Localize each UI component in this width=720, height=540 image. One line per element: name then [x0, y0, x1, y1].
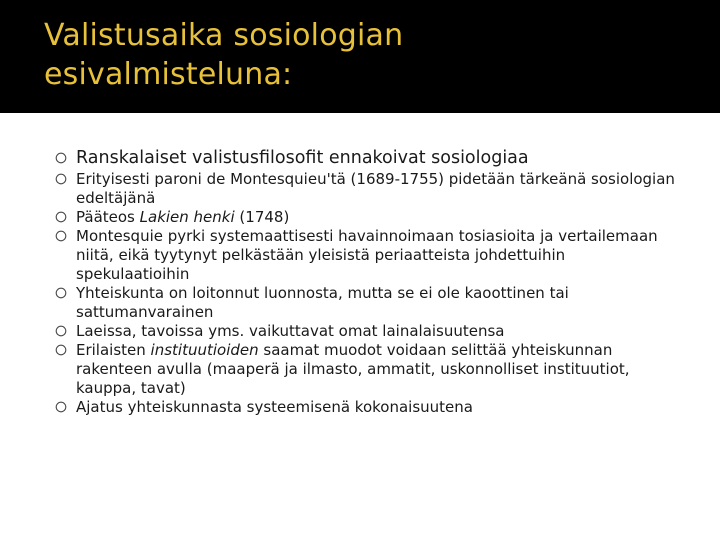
- bullet-item: [55, 146, 675, 170]
- bullet-text: Ajatus yhteiskunnasta systeemisenä kokonaisuutena: [76, 398, 473, 416]
- bullet-item: [55, 398, 675, 417]
- circle-bullet-icon: [55, 401, 67, 413]
- bullet-text: Yhteiskunta on loitonnut luonnosta, mutta se ei ole kaoottinen tai sattumanvarainen: [76, 284, 569, 321]
- circle-bullet-icon: [55, 287, 67, 299]
- circle-bullet-icon: [55, 230, 67, 242]
- bullet-text-after: saamat muodot voidaan selittää yhteiskunnan rakenteen avulla (maaperä ja ilmasto, ammatit, uskonnolliset instituutiot, kauppa, tavat): [76, 341, 630, 397]
- circle-bullet-icon: [55, 173, 67, 185]
- bullet-item: [55, 208, 675, 227]
- bullet-text: Ranskalaiset valistusfilosofit ennakoivat sosiologiaa: [76, 148, 529, 168]
- bullet-item: [55, 322, 675, 341]
- emphasized-term: instituutioiden: [150, 341, 259, 359]
- bullet-text-before: Erilaisten: [76, 341, 151, 359]
- circle-bullet-icon: [55, 325, 67, 337]
- slide-title-line-1: Valistusaika sosiologian: [44, 18, 404, 53]
- circle-bullet-icon: [55, 344, 67, 356]
- bullet-text: Montesquie pyrki systemaattisesti havainnoimaan tosiasioita ja vertailemaan niitä, eikä tyytynyt pelkästään yleisistä periaatteista johdettuihin spekulaatioihin: [76, 227, 658, 283]
- circle-bullet-icon: [55, 152, 67, 164]
- slide-title-line-2: esivalmisteluna:: [44, 57, 293, 92]
- bullet-text: Laeissa, tavoissa yms. vaikuttavat omat lainalaisuutensa: [76, 322, 505, 340]
- bullet-item: [55, 341, 675, 398]
- bullet-item: [55, 170, 675, 208]
- bullet-list: [55, 146, 675, 417]
- bullet-text-after: (1748): [234, 208, 290, 226]
- bullet-item: [55, 284, 675, 322]
- bullet-text: Erityisesti paroni de Montesquieu'tä (1689-1755) pidetään tärkeänä sosiologian edeltäjänä: [76, 170, 675, 207]
- bullet-item: [55, 227, 675, 284]
- slide-title: [44, 16, 704, 94]
- circle-bullet-icon: [55, 211, 67, 223]
- book-title: Lakien henki: [139, 208, 235, 226]
- bullet-text-before: Pääteos: [76, 208, 140, 226]
